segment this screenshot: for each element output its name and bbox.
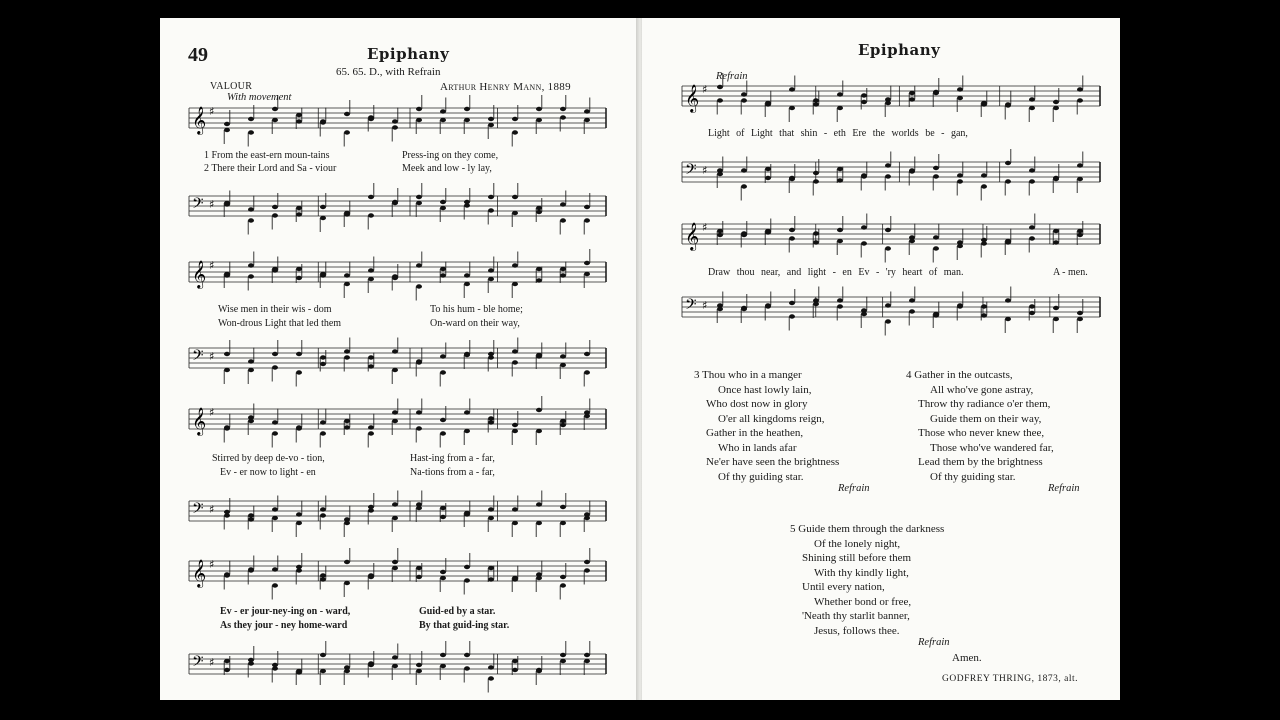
bass-staff-3 bbox=[189, 497, 606, 529]
svg-text:♯: ♯ bbox=[209, 558, 215, 571]
lyric-s1-l1-a: 1 From the east-ern moun-tains bbox=[204, 150, 330, 161]
lyric-s4-l2-a: As they jour - ney home-ward bbox=[220, 620, 348, 631]
svg-text:♯: ♯ bbox=[209, 503, 215, 516]
svg-text:𝄞: 𝄞 bbox=[192, 106, 207, 134]
lyric-s4-l1-a: Ev - er jour-ney-ing on - ward, bbox=[220, 606, 351, 617]
lyric-s2-l2-a: Won-drous Light that led them bbox=[218, 318, 342, 329]
tempo-marking: With movement bbox=[227, 92, 292, 103]
lyric-s1-l2-a: 2 There their Lord and Sa - viour bbox=[204, 163, 337, 174]
refrain-treble-staff-2 bbox=[682, 220, 1100, 252]
svg-text:♯: ♯ bbox=[209, 105, 215, 118]
hymn-title: Epiphany bbox=[367, 45, 450, 63]
verse-5: 5 Guide them through the darkness Of the lonely night, Shining still before them With thy kindly light, Until every nation, Whether bond or free, 'Neath thy starlit banner, Jesus, follows thee. bbox=[790, 523, 945, 637]
svg-text:♯: ♯ bbox=[702, 299, 708, 312]
bass-staff-1 bbox=[189, 192, 606, 224]
meter: 65. 65. D., with Refrain bbox=[336, 66, 441, 78]
verse-3: 3 Thou who in a manger Once hast lowly lain, Who dost now in glory O'er all kingdoms reign, Gather in the heathen, Who in lands afar Ne'er have seen the brightness Of thy guiding star. bbox=[694, 369, 840, 483]
svg-text:♯: ♯ bbox=[209, 350, 215, 363]
svg-text:𝄢: 𝄢 bbox=[685, 161, 697, 182]
svg-text:𝄞: 𝄞 bbox=[192, 407, 207, 435]
svg-text:♯: ♯ bbox=[209, 259, 215, 272]
svg-text:𝄞: 𝄞 bbox=[685, 222, 700, 250]
svg-text:𝄞: 𝄞 bbox=[685, 84, 700, 112]
treble-staff-1 bbox=[189, 104, 606, 136]
verse-5-refrain: Refrain bbox=[918, 637, 950, 648]
svg-text:𝄢: 𝄢 bbox=[685, 296, 697, 317]
lyric-s2-l1-b: To his hum - ble home; bbox=[430, 304, 523, 315]
refrain-lyric-2: Draw thou near, and light - en Ev - 'ry heart of man. bbox=[708, 267, 964, 278]
amen-lyric: A - men. bbox=[1053, 267, 1088, 278]
lyric-s1-l1-b: Press-ing on they come, bbox=[402, 150, 499, 161]
lyric-s2-l1-a: Wise men in their wis - dom bbox=[218, 304, 332, 315]
bass-staff-4 bbox=[189, 650, 606, 682]
refrain-bass-staff-1 bbox=[682, 158, 1100, 190]
svg-text:♯: ♯ bbox=[702, 83, 708, 96]
verse-3-refrain: Refrain bbox=[838, 483, 870, 494]
lyric-s3-l1-a: Stirred by deep de-vo - tion, bbox=[212, 453, 325, 464]
treble-staff-4 bbox=[189, 557, 606, 589]
svg-text:𝄢: 𝄢 bbox=[192, 500, 204, 521]
svg-text:♯: ♯ bbox=[702, 221, 708, 234]
refrain-bass-staff-2 bbox=[682, 293, 1100, 325]
composer: Arthur Henry Mann, 1889 bbox=[440, 81, 571, 93]
svg-text:𝄞: 𝄞 bbox=[192, 559, 207, 587]
author-credit: GODFREY THRING, 1873, alt. bbox=[942, 674, 1078, 684]
lyric-s1-l2-b: Meek and low - ly lay, bbox=[402, 163, 492, 174]
lyric-s3-l2-b: Na-tions from a - far, bbox=[410, 467, 495, 478]
verse-4: 4 Gather in the outcasts, All who've gone astray, Throw thy radiance o'er them, Guide them on their way, Those who never knew thee, Those who've wandered far, Lead them by the brightness Of thy guiding star. bbox=[906, 369, 1054, 483]
svg-text:♯: ♯ bbox=[209, 198, 215, 211]
lyric-s4-l1-b: Guid-ed by a star. bbox=[419, 606, 496, 617]
treble-staff-3 bbox=[189, 405, 606, 437]
svg-text:♯: ♯ bbox=[702, 164, 708, 177]
right-title: Epiphany bbox=[858, 41, 941, 59]
svg-text:𝄢: 𝄢 bbox=[192, 653, 204, 674]
svg-text:𝄢: 𝄢 bbox=[192, 195, 204, 216]
amen-text: Amen. bbox=[952, 652, 982, 664]
refrain-treble-staff-1 bbox=[682, 82, 1100, 114]
verse-4-refrain: Refrain bbox=[1048, 483, 1080, 494]
svg-text:𝄞: 𝄞 bbox=[192, 260, 207, 288]
lyric-s2-l2-b: On-ward on their way, bbox=[430, 318, 520, 329]
lyric-s4-l2-b: By that guid-ing star. bbox=[419, 620, 510, 631]
bass-staff-2 bbox=[189, 344, 606, 376]
lyric-s3-l1-b: Hast-ing from a - far, bbox=[410, 453, 495, 464]
refrain-label: Refrain bbox=[716, 71, 748, 82]
svg-text:♯: ♯ bbox=[209, 656, 215, 669]
tune-name: VALOUR bbox=[210, 81, 253, 92]
hymn-number: 49 bbox=[188, 44, 208, 66]
treble-staff-2 bbox=[189, 258, 606, 290]
svg-text:𝄢: 𝄢 bbox=[192, 347, 204, 368]
svg-text:♯: ♯ bbox=[209, 406, 215, 419]
lyric-s3-l2-a: Ev - er now to light - en bbox=[220, 467, 316, 478]
refrain-lyric-1: Light of Light that shin - eth Ere the worlds be - gan, bbox=[708, 128, 968, 139]
